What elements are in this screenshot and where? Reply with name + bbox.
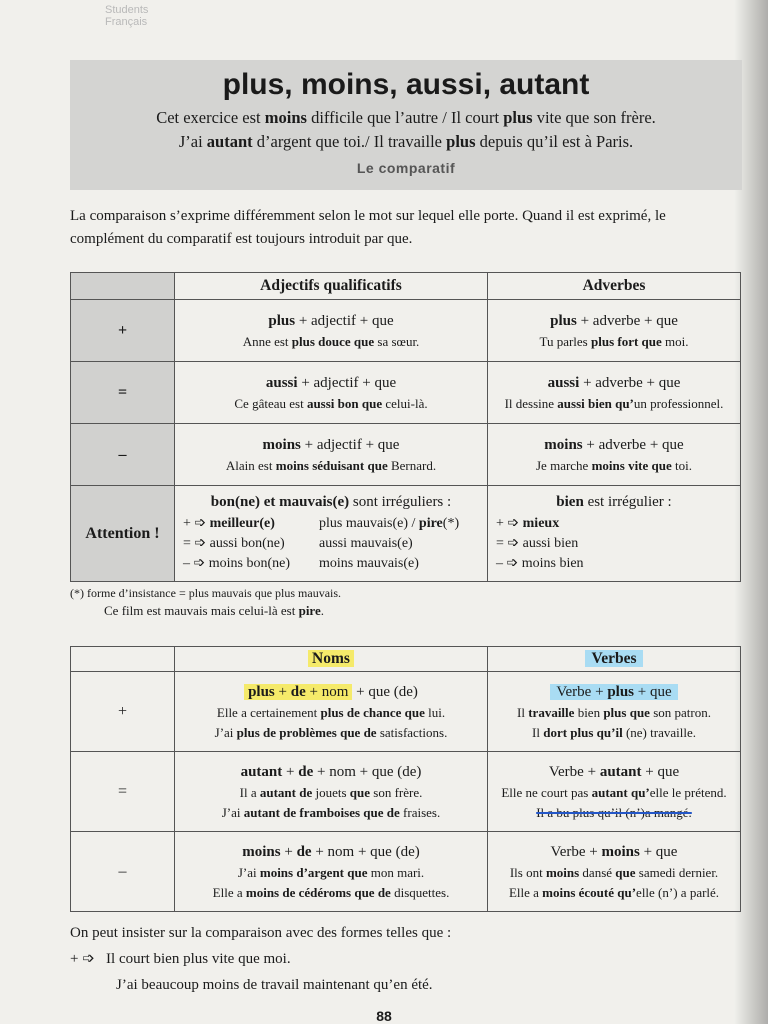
rule-line — [488, 761, 740, 783]
rule-text: + adverbe + que — [582, 436, 684, 453]
column-header-verbes — [488, 647, 741, 672]
irregular-title — [183, 492, 479, 512]
example-text: disquettes. — [390, 884, 450, 900]
column-header-noms — [175, 647, 488, 672]
example-bold: moins écouté qu’ — [542, 884, 637, 900]
rule-keyword: plus — [248, 683, 275, 700]
example-line — [175, 703, 487, 723]
example-line — [175, 723, 487, 743]
adverbe-cell — [488, 424, 741, 486]
closing-paragraph — [70, 920, 451, 998]
highlighted-rule — [244, 684, 352, 700]
intro-paragraph: La comparaison s’exprime différemment selon le mot sur lequel elle porte. Quand il est exprimé, le complément du comparatif est toujours introduit par que. — [70, 208, 666, 247]
example-text: Alain est — [225, 457, 276, 473]
rule-line — [488, 681, 740, 703]
example-text: Ce gâteau est — [234, 395, 307, 411]
rule-line — [175, 681, 487, 703]
example-text: bien — [574, 704, 604, 720]
example-line — [175, 456, 487, 476]
table-row — [71, 832, 741, 912]
rule-keyword: autant — [599, 763, 642, 780]
attention-label: Attention ! — [71, 486, 175, 582]
irregular-text: (*) — [442, 516, 460, 531]
rule-keyword: aussi — [265, 374, 298, 391]
footnote-text: . — [320, 603, 324, 618]
irregular-line: = ➩ aussi bien — [496, 536, 579, 551]
example-bold: plus que — [603, 704, 650, 720]
header-text: Cet exercice est — [156, 108, 265, 127]
example-text: lui. — [424, 704, 446, 720]
adverbe-irregular-cell — [488, 486, 741, 582]
corner-mark-line2: Français — [105, 16, 148, 28]
comparatif-noms-verbes-table — [70, 646, 741, 912]
example-text: celui-là. — [382, 395, 428, 411]
verbe-cell — [488, 832, 741, 912]
rule-text: + que (de) — [354, 843, 420, 860]
rule-line — [175, 434, 487, 456]
rule-text: + que — [634, 683, 672, 700]
header-text: vite que son frère. — [532, 108, 656, 127]
comparatif-adjectifs-adverbes-table — [70, 272, 741, 582]
header-text: d’argent que toi./ Il travaille — [252, 132, 447, 151]
rule-keyword: plus — [550, 312, 577, 329]
header-example-line2 — [70, 132, 742, 152]
example-bold: travaille — [528, 704, 575, 720]
example-text: mon mari. — [367, 864, 425, 880]
example-bold: plus fort que — [591, 333, 662, 349]
example-line — [488, 332, 740, 352]
example-line — [175, 783, 487, 803]
sign-cell: – — [71, 832, 175, 912]
highlighted-header: Verbes — [585, 650, 642, 667]
example-text: elle le prétend. — [649, 784, 727, 800]
nom-cell — [175, 752, 488, 832]
sign-cell: – — [71, 424, 175, 486]
rule-keyword: plus — [268, 312, 296, 329]
example-bold: aussi bon que — [306, 395, 383, 411]
rule-line — [175, 310, 487, 332]
rule-text: + adjectif + que — [297, 374, 397, 391]
example-bold: moins — [545, 864, 580, 880]
closing-example: Il court bien plus vite que moi. — [106, 951, 291, 967]
example-bold: plus douce que — [291, 333, 375, 349]
rule-line — [175, 841, 487, 863]
footnote: (*) forme d’insistance = plus mauvais que plus mauvais. — [70, 586, 342, 600]
sign-cell: + — [71, 300, 175, 362]
sign-cell: = — [71, 752, 175, 832]
example-line — [175, 394, 487, 414]
rule-text: Verbe + — [556, 683, 608, 700]
footnote-bold: pire — [298, 603, 321, 618]
table-row — [71, 672, 741, 752]
example-text: fraises. — [399, 804, 441, 820]
header-text: difficile que l’autre / Il court — [306, 108, 504, 127]
highlighted-rule — [550, 684, 677, 700]
adverbe-cell — [488, 300, 741, 362]
example-bold: aussi bien qu’ — [557, 395, 634, 411]
rule-keyword: moins — [262, 436, 301, 453]
example-text: moi. — [661, 333, 689, 349]
example-line — [488, 883, 740, 903]
rule-text: + adjectif + que — [300, 436, 400, 453]
closing-line — [70, 946, 451, 972]
example-text: (ne) travaille. — [622, 724, 696, 740]
example-text: sa sœur. — [374, 333, 420, 349]
irregular-title — [496, 492, 732, 512]
example-text: Je marche — [536, 457, 592, 473]
example-line — [175, 332, 487, 352]
example-text: J’ai — [237, 864, 260, 880]
example-bold: moins de cédéroms que de — [245, 884, 391, 900]
page-title: plus, moins, aussi, autant — [222, 68, 590, 101]
header-text: depuis qu’il est à Paris. — [475, 132, 634, 151]
rule-text: + adverbe + que — [576, 312, 678, 329]
sign-cell: = — [71, 362, 175, 424]
irregular-bold: mieux — [522, 516, 560, 531]
example-text: jouets — [312, 784, 350, 800]
rule-keyword: plus — [607, 683, 635, 700]
header-text: J’ai — [178, 132, 207, 151]
closing-line: On peut insister sur la comparaison avec des formes telles que : — [70, 925, 452, 941]
example-line — [488, 723, 740, 743]
corner-cell — [71, 273, 175, 300]
irregular-text: est irrégulier : — [583, 494, 672, 510]
irregular-line — [183, 534, 479, 554]
adjectif-cell — [175, 362, 488, 424]
adverbe-cell — [488, 362, 741, 424]
rule-text: + que (de) — [352, 683, 418, 700]
example-bold: plus de problèmes que de — [236, 724, 377, 740]
example-text: Tu parles — [539, 333, 591, 349]
example-line — [488, 456, 740, 476]
example-text: Anne est — [242, 333, 292, 349]
header-bold: plus — [446, 132, 476, 151]
example-text: Elle a — [508, 884, 543, 900]
header-bold: autant — [206, 132, 253, 151]
header-bold: moins — [264, 108, 307, 127]
table-row — [71, 424, 741, 486]
verbe-cell — [488, 672, 741, 752]
irregular-line — [496, 514, 732, 534]
irregular-text: + ➩ — [496, 516, 523, 531]
table-row — [71, 362, 741, 424]
nom-cell — [175, 672, 488, 752]
rule-keyword: de — [296, 843, 312, 860]
rule-keyword: autant — [240, 763, 283, 780]
example-bold: autant de — [259, 784, 313, 800]
irregular-text: moins mauvais(e) — [319, 556, 419, 571]
verbe-cell — [488, 752, 741, 832]
irregular-line: – ➩ moins bien — [496, 556, 584, 571]
example-line — [175, 863, 487, 883]
corner-mark-line1: Students — [105, 4, 149, 16]
nom-cell — [175, 832, 488, 912]
footnote-text: Ce film est mauvais mais celui-là est — [104, 603, 299, 618]
example-text: Ils ont — [509, 864, 546, 880]
irregular-bold: pire — [418, 516, 443, 531]
rule-text: Verbe + — [548, 763, 600, 780]
rule-text: + nom — [311, 843, 355, 860]
adjectif-irregular-cell — [175, 486, 488, 582]
irregular-text: – ➩ moins bon(ne) — [183, 556, 290, 571]
example-line — [488, 394, 740, 414]
rule-text: + adverbe + que — [579, 374, 681, 391]
example-text: Elle ne court pas — [501, 784, 592, 800]
footnote-example — [104, 603, 324, 619]
example-line — [488, 703, 740, 723]
example-bold: moins d’argent que — [259, 864, 368, 880]
rule-text: + — [274, 683, 291, 700]
example-bold: moins séduisant que — [275, 457, 388, 473]
example-text: un professionnel. — [633, 395, 724, 411]
example-bold: moins vite que — [591, 457, 672, 473]
example-text: samedi dernier. — [635, 864, 719, 880]
highlighted-header: Noms — [308, 650, 354, 667]
example-bold: dort plus qu’il — [543, 724, 623, 740]
rule-text: Verbe + — [550, 843, 602, 860]
irregular-bold: meilleur(e) — [209, 516, 275, 531]
struck-example: Il a bu plus qu’il (n’)a mangé. — [536, 804, 692, 820]
page-number: 88 — [376, 1008, 392, 1024]
attention-row — [71, 486, 741, 582]
rule-keyword: moins — [601, 843, 640, 860]
rule-text: + que — [639, 843, 678, 860]
example-text: Il — [517, 704, 529, 720]
example-text: Il a — [239, 784, 260, 800]
example-text: son frère. — [370, 784, 423, 800]
example-bold: autant de framboises que de — [243, 804, 400, 820]
rule-keyword: moins — [544, 436, 583, 453]
section-subtitle: Le comparatif — [356, 160, 456, 176]
table-row — [71, 300, 741, 362]
example-text: J’ai — [221, 804, 244, 820]
rule-text: + nom — [305, 683, 349, 700]
rule-line — [488, 310, 740, 332]
header-bold: plus — [503, 108, 533, 127]
rule-keyword: aussi — [547, 374, 580, 391]
column-header-adjectifs: Adjectifs qualificatifs — [175, 273, 488, 300]
sign-cell: + — [71, 672, 175, 752]
example-line — [488, 783, 740, 803]
rule-text: + — [282, 763, 299, 780]
corner-mark — [105, 4, 148, 28]
example-text: Elle a certainement — [216, 704, 321, 720]
irregular-keyword: bien — [556, 494, 584, 510]
corner-cell — [71, 647, 175, 672]
rule-line — [175, 761, 487, 783]
example-text: Bernard. — [387, 457, 437, 473]
rule-text: + nom — [313, 763, 356, 780]
rule-line — [488, 841, 740, 863]
rule-line — [175, 372, 487, 394]
rule-line — [488, 434, 740, 456]
rule-text: + adjectif + que — [295, 312, 394, 329]
header-example-line1 — [70, 108, 742, 128]
rule-line — [488, 372, 740, 394]
example-line — [175, 803, 487, 823]
adjectif-cell — [175, 300, 488, 362]
rule-keyword: de — [290, 683, 306, 700]
example-text: Elle a — [212, 884, 246, 900]
example-text: elle (n’) a parlé. — [636, 884, 720, 900]
irregular-text: sont irréguliers : — [349, 494, 452, 510]
example-bold: plus de chance que — [320, 704, 425, 720]
example-line-struck — [488, 803, 740, 823]
example-text: Il dessine — [504, 395, 558, 411]
rule-text: + que (de) — [355, 763, 422, 780]
example-text: toi. — [671, 457, 692, 473]
irregular-line — [183, 554, 479, 574]
closing-example: J’ai beaucoup moins de travail maintenant qu’en été. — [116, 977, 433, 993]
table-row — [71, 752, 741, 832]
example-bold: que — [349, 784, 371, 800]
arrow-marker: + ➩ — [70, 951, 95, 967]
adjectif-cell — [175, 424, 488, 486]
irregular-text: = ➩ aussi bon(ne) — [183, 536, 285, 551]
irregular-text: aussi mauvais(e) — [319, 536, 413, 551]
example-text: satisfactions. — [376, 724, 448, 740]
example-bold: autant qu’ — [591, 784, 650, 800]
example-line — [175, 883, 487, 903]
example-bold: que — [615, 864, 636, 880]
rule-keyword: moins — [242, 843, 281, 860]
irregular-text: + ➩ — [183, 516, 210, 531]
example-line — [488, 863, 740, 883]
rule-text: + — [280, 843, 297, 860]
irregular-text: plus mauvais(e) / — [319, 516, 419, 531]
rule-text: + que — [641, 763, 680, 780]
example-text: Il — [532, 724, 544, 740]
irregular-keyword: bon(ne) et mauvais(e) — [210, 494, 350, 510]
example-text: dansé — [579, 864, 616, 880]
irregular-line — [183, 514, 479, 534]
column-header-adverbes: Adverbes — [488, 273, 741, 300]
example-text: son patron. — [649, 704, 711, 720]
rule-keyword: de — [298, 763, 314, 780]
example-text: J’ai — [214, 724, 237, 740]
